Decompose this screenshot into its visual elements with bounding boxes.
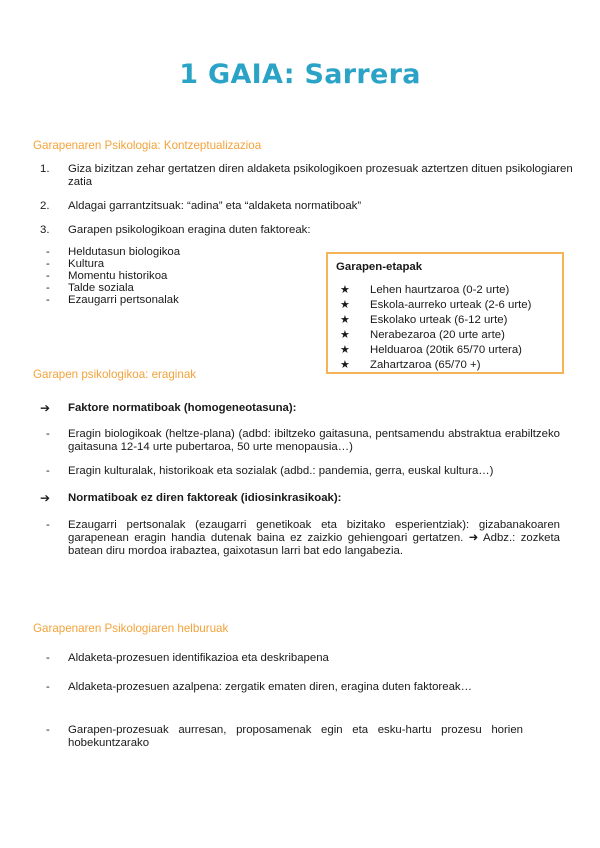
stages-box <box>326 252 564 374</box>
star-icon: ★ <box>340 329 350 341</box>
influence-item: Eragin kulturalak, historikoak eta sozialak (adbd.: pandemia, gerra, euskal kultura…) <box>68 465 494 477</box>
stage-item: Helduaroa (20tik 65/70 urtera) <box>370 344 522 356</box>
bullet-dash: - <box>46 270 50 282</box>
page-title: 1 GAIA: Sarrera <box>179 59 421 90</box>
factor-item: Talde soziala <box>68 282 134 294</box>
star-icon: ★ <box>340 359 350 371</box>
influence-item: Eragin biologikoak (heltze-plana) (adbd: ibiltzeko gaitasuna, pentsamendu abstraktua erabiltzeko gaitasuna 12-14 urte pubertaroa, 50 urte menopausia…) <box>68 428 560 453</box>
stage-item: Lehen haurtzaroa (0-2 urte) <box>370 284 510 296</box>
stage-item: Eskolako urteak (6-12 urte) <box>370 314 508 326</box>
goal-item: Garapen-prozesuak aurresan, proposamenak egin eta esku-hartu prozesu horien hobekuntzarako <box>68 724 523 749</box>
arrow-icon: ➔ <box>40 491 51 505</box>
bullet-dash: - <box>46 724 50 736</box>
bullet-dash: - <box>46 652 50 664</box>
list-item-text: Garapen psikologikoan eragina duten faktoreak: <box>68 224 311 236</box>
stage-item: Nerabezaroa (20 urte arte) <box>370 329 505 341</box>
goal-item: Aldaketa-prozesuen azalpena: zergatik ematen diren, eragina duten faktoreak… <box>68 681 472 693</box>
bullet-dash: - <box>46 294 50 306</box>
list-number: 1. <box>40 163 50 175</box>
star-icon: ★ <box>340 344 350 356</box>
list-number: 3. <box>40 224 50 236</box>
bullet-dash: - <box>46 465 50 477</box>
bullet-dash: - <box>46 246 50 258</box>
star-icon: ★ <box>340 299 350 311</box>
stage-item: Zahartzaroa (65/70 +) <box>370 359 481 371</box>
star-icon: ★ <box>340 314 350 326</box>
list-item-text: Giza bizitzan zehar gertatzen diren aldaketa psikologikoen prozesuak aztertzen dituen psikologiaren zatia <box>68 163 573 188</box>
arrow-icon: ➔ <box>40 401 51 415</box>
factor-item: Momentu historikoa <box>68 270 168 282</box>
bullet-dash: - <box>46 428 50 440</box>
section-heading-influences: Garapen psikologikoa: eraginak <box>33 368 197 381</box>
stages-box-title: Garapen-etapak <box>336 261 423 273</box>
subheading-normative: Faktore normatiboak (homogeneotasuna): <box>68 402 297 414</box>
bullet-dash: - <box>46 258 50 270</box>
factor-item: Kultura <box>68 258 105 270</box>
list-number: 2. <box>40 200 50 212</box>
influence-item: Ezaugarri pertsonalak (ezaugarri genetikoak eta bizitako esperientziak): gizabanakoaren garapenean eragin handia dutenak baina ez zaizkio gehiengoari gertatzen. ➜ Adbz.: zozketa batean diru mordoa irabaztea, gaixotasun larri bat edo langabezia. <box>68 519 560 557</box>
list-item-text: Aldagai garrantzitsuak: “adina” eta “aldaketa normatiboak” <box>68 200 362 212</box>
bullet-dash: - <box>46 282 50 294</box>
goal-item: Aldaketa-prozesuen identifikazioa eta deskribapena <box>68 652 329 664</box>
bullet-dash: - <box>46 681 50 693</box>
factor-item: Ezaugarri pertsonalak <box>68 294 179 306</box>
star-icon: ★ <box>340 284 350 296</box>
stage-item: Eskola-aurreko urteak (2-6 urte) <box>370 299 532 311</box>
section-heading-goals: Garapenaren Psikologiaren helburuak <box>33 622 229 635</box>
subheading-non-normative: Normatiboak ez diren faktoreak (idiosinkrasikoak): <box>68 492 342 504</box>
section-heading-conceptualization: Garapenaren Psikologia: Kontzeptualizazioa <box>33 139 262 152</box>
factor-item: Heldutasun biologikoa <box>68 246 181 258</box>
bullet-dash: - <box>46 519 50 531</box>
